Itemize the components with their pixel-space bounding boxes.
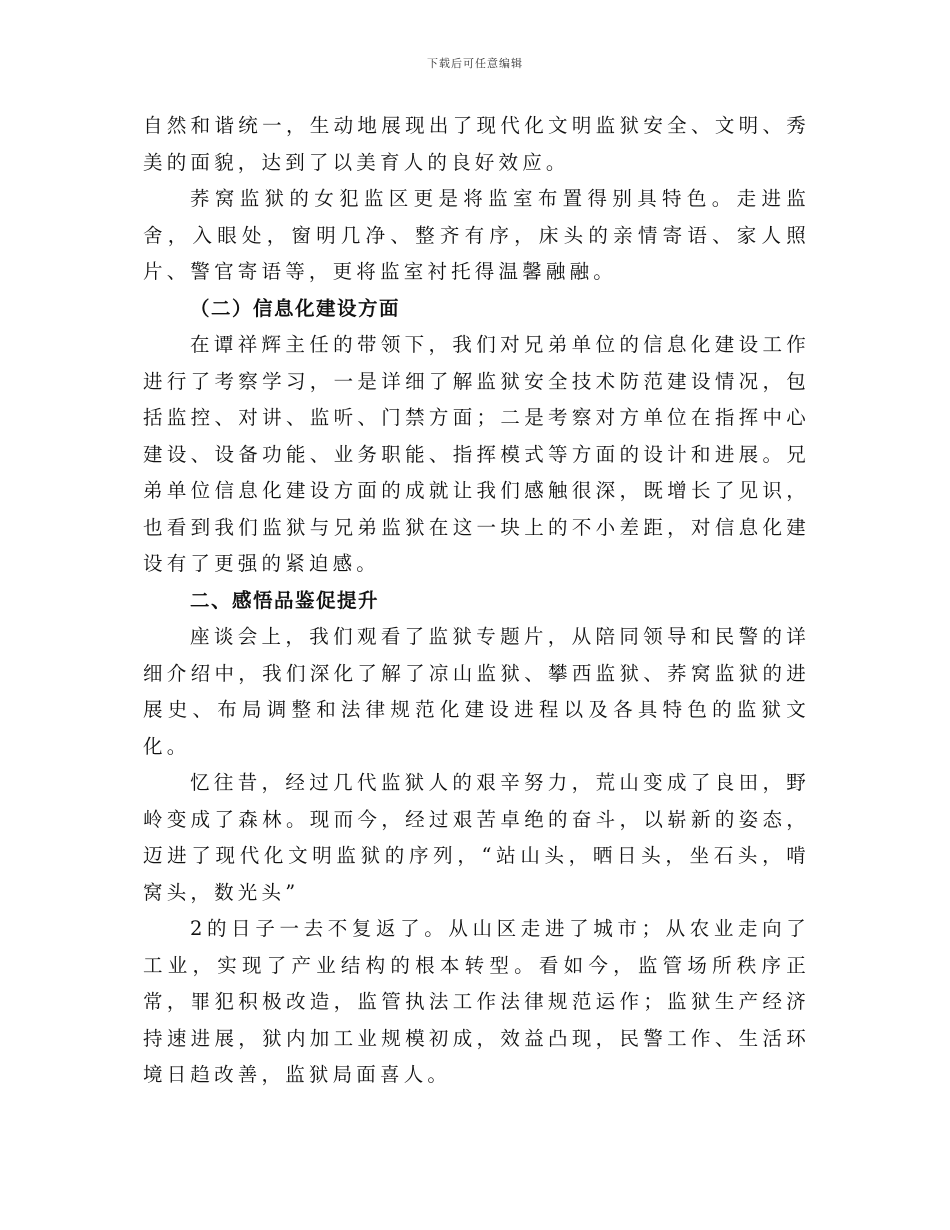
paragraph-3: 在谭祥辉主任的带领下，我们对兄弟单位的信息化建设工作进行了考察学习，一是详细了解监狱安全技术防范建设情况，包括监控、对讲、监听、门禁方面；二是考察对方单位在指挥中心建设、设备功能、业务职能、指挥模式等方面的设计和进展。兄弟单位信息化建设方面的成就让我们感触很深，既增长了见识，也看到我们监狱与兄弟监狱在这一块上的不小差距，对信息化建设有了更强的紧迫感。 <box>143 333 810 575</box>
paragraph-4: 座谈会上，我们观看了监狱专题片，从陪同领导和民警的详细介绍中，我们深化了解了凉山监狱、攀西监狱、荞窝监狱的进展史、布局调整和法律规范化建设进程以及各具特色的监狱文化。 <box>143 625 810 758</box>
section-heading-info-construction: （二）信息化建设方面 <box>190 296 401 320</box>
section-heading-reflection: 二、感悟品鉴促提升 <box>190 588 380 612</box>
page-header: 下载后可任意编辑 <box>427 57 523 70</box>
paragraph-2: 荞窝监狱的女犯监区更是将监室布置得别具特色。走进监舍，入眼处，窗明几净、整齐有序，床头的亲情寄语、家人照片、警官寄语等，更将监室衬托得温馨融融。 <box>143 187 810 283</box>
paragraph-6: 2的日子一去不复返了。从山区走进了城市；从农业走向了工业，实现了产业结构的根本转型。看如今，监管场所秩序正常，罪犯积极改造，监管执法工作法律规范运作；监狱生产经济持速进展，狱内加工业规模初成，效益凸现，民警工作、生活环境日趋改善，监狱局面喜人。 <box>143 917 810 1086</box>
paragraph-5: 忆往昔，经过几代监狱人的艰辛努力，荒山变成了良田，野岭变成了森林。现而今，经过艰苦卓绝的奋斗，以崭新的姿态，迈进了现代化文明监狱的序列，“站山头，晒日头，坐石头，啃窝头，数光头” <box>143 771 810 904</box>
document-body <box>143 108 810 1094</box>
paragraph-1: 自然和谐统一，生动地展现出了现代化文明监狱安全、文明、秀美的面貌，达到了以美育人的良好效应。 <box>143 114 810 174</box>
